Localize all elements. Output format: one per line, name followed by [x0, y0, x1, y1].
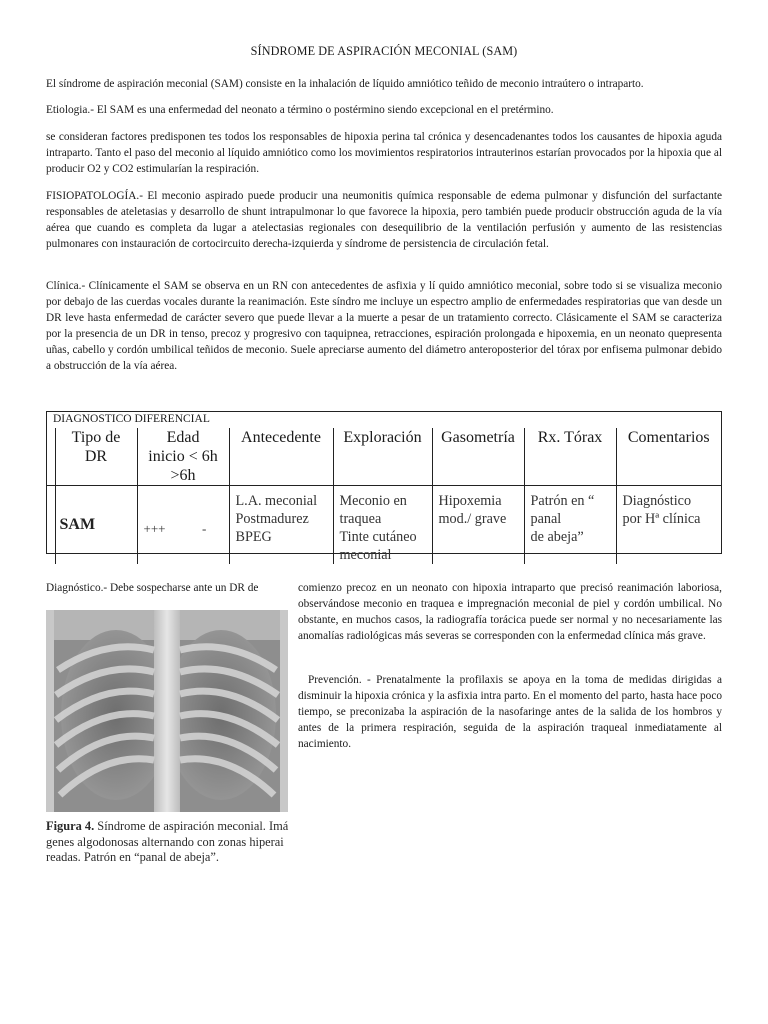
- header-antecedente: Antecedente: [229, 428, 333, 486]
- cell-line: por Hª clínica: [622, 511, 701, 527]
- cell-line: Tinte cutáneo: [339, 529, 417, 545]
- cell-line: mod./ grave: [438, 511, 507, 527]
- header-tipo: Tipo de DR: [55, 428, 137, 486]
- cell-line: meconial: [339, 547, 392, 563]
- cell-exploracion: [333, 486, 432, 565]
- differential-diagnosis-table: [46, 411, 722, 563]
- cell-line: panal: [530, 511, 562, 527]
- cell-edad: [137, 486, 229, 565]
- figure-label: Figura 4.: [46, 819, 95, 833]
- figure-caption: [46, 819, 292, 866]
- cell-line: Meconio en: [339, 493, 407, 509]
- factores-paragraph: se consideran factores predisponen tes todos los responsables de hipoxia perina tal crónica y desencadenantes todos los causantes de hipoxia aguda intraparto. Tanto el paso del meconio al líquido amniótico como los movimientos respiratorios intrauterinos estarían provocados por la hipoxia que al producir O2 y CO2 estimularían la respiración.: [46, 131, 722, 175]
- header-gasometria: Gasometría: [432, 428, 524, 486]
- cell-comentarios: [616, 486, 721, 565]
- table-spacer: [47, 428, 55, 486]
- clinica-paragraph: Clínica.- Clínicamente el SAM se observa en un RN con antecedentes de asfixia y lí quido amniótico meconial, sobre todo si se visualiza meconio por debajo de las cuerdas vocales durante la reanimación. Este síndro me incluye un espectro amplio de enfermedades respiratorias que van desde un DR leve hasta enfermedad de carácter severo que puede llevar a la muerte a pesar de un tratamiento correcto. Clásicamente el SAM se caracteriza por la presencia de un DR in tenso, precoz y progresivo con taquipnea, retracciones, espiración prolongada e hipoxemia, en un neonato quepresenta uñas, cabello y cordón umbilical teñidos de meconio. Suele apreciarse aumento del diámetro anteroposterior del tórax por enfisema pulmonar debido a obstrucción de la vía aérea.: [46, 280, 722, 372]
- cell-line: Postmadurez: [235, 511, 309, 527]
- table-caption: DIAGNOSTICO DIFERENCIAL: [53, 413, 210, 425]
- cell-line: traquea: [339, 511, 382, 527]
- cell-line: Patrón en “: [530, 493, 595, 509]
- header-edad: Edad inicio < 6h >6h: [137, 428, 229, 486]
- header-rx: Rx. Tórax: [524, 428, 616, 486]
- figure-caption-text: Síndrome de aspiración meconial. Imá genes algodonosas alternando con zonas hiperai readas. Patrón en “panal de abeja”.: [46, 819, 289, 864]
- cell-line: Diagnóstico: [622, 493, 692, 509]
- table-spacer-cell: [47, 486, 55, 565]
- cell-line: de abeja”: [530, 529, 584, 545]
- intro-paragraph: El síndrome de aspiración meconial (SAM) consiste en la inhalación de líquido amniótico teñido de meconio intraútero o intraparto.: [46, 78, 644, 90]
- diagnostico-text: comienzo precoz en un neonato con hipoxia intraparto que precisó reanimación laboriosa, observándose meconio en traquea e impregnación meconial de piel y cordón umbilical. No obstante, en muchos casos, la radiografía torácica puede ser normal y no necesariamente las anomalías radiológicas más severas se corresponden con la enfermedad clínica más grave.: [298, 582, 722, 642]
- diagnostico-lead: Diagnóstico.- Debe sospecharse ante un DR de: [46, 582, 259, 594]
- diagnostico-paragraph: [298, 580, 722, 644]
- header-exploracion: Exploración: [333, 428, 432, 486]
- cell-gasometria: [432, 486, 524, 565]
- header-comentarios: Comentarios: [616, 428, 721, 486]
- chest-xray-image: [46, 610, 288, 812]
- edad-gt6-value: -: [202, 521, 207, 536]
- cell-tipo: SAM: [55, 486, 137, 565]
- cell-rx: [524, 486, 616, 565]
- cell-line: L.A. meconial: [235, 493, 318, 509]
- cell-line: BPEG: [235, 529, 272, 545]
- prevencion-paragraph: Prevención. - Prenatalmente la profilaxis se apoya en la toma de medidas dirigidas a disminuir la hipoxia crónica y la asfixia intra parto. En el momento del parto, hasta hace poco tiempo, se preconizaba la aspiración de la nasofaringe antes de la salida de los hombros y antes de la primera respiración, seguida de la aspiración traqueal inmediatamente al nacimiento.: [298, 674, 722, 750]
- fisiopatologia-paragraph: FISIOPATOLOGÍA.- El meconio aspirado puede producir una neumonitis química responsable de edema pulmonar y disfunción del surfactante responsables de ateletasias y desarrollo de shunt intrapulmonar lo que favorece la hipoxia, pero también puede producir obstrucción aguda de la vía aérea que cuando es completa da lugar a atelectasias regionales con desequilibrio de la ventilación perfusión y aumento de las resistencias pulmonares con instauración de cortocircuito derecha-izquierda y síndrome de persistencia de circulación fetal.: [46, 190, 722, 250]
- cell-antecedente: [229, 486, 333, 565]
- page-title: SÍNDROME DE ASPIRACIÓN MECONIAL (SAM): [250, 44, 518, 58]
- etiologia-paragraph: Etiologia.- El SAM es una enfermedad del neonato a término o postérmino siendo excepcional en el pretérmino.: [46, 104, 554, 116]
- edad-lt6-value: +++: [143, 521, 166, 536]
- cell-line: Hipoxemia: [438, 493, 502, 509]
